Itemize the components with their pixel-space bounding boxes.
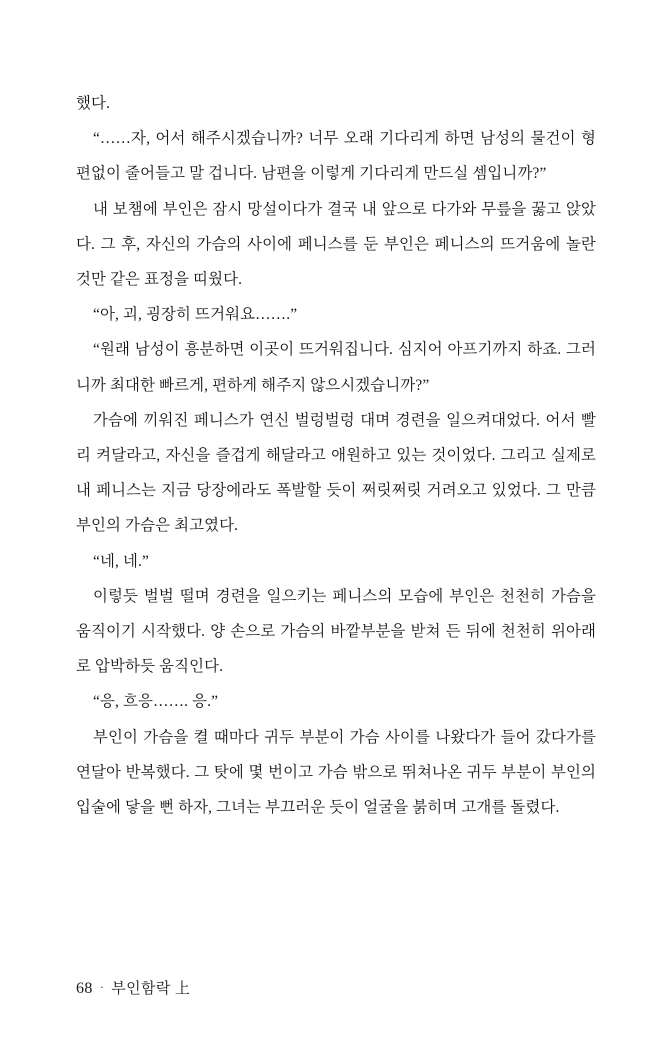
page-body: [76, 86, 596, 825]
footer-separator: ·: [99, 980, 105, 994]
paragraph: “아, 괴, 굉장히 뜨거워요…….”: [93, 306, 298, 324]
page-number: 68: [76, 980, 93, 997]
paragraph: “원래 남성이 흥분하면 이곳이 뜨거워집니다. 심지어 아프기까지 하죠. 그러니까 최대한 빠르게, 편하게 해주지 않으시겠습니까?”: [76, 341, 596, 394]
page-footer: [76, 977, 190, 998]
paragraph: 했다.: [76, 95, 111, 112]
paragraph: 이렇듯 벌벌 떨며 경련을 일으키는 페니스의 모습에 부인은 천천히 가슴을 움직이기 시작했다. 양 손으로 가슴의 바깥부분을 받쳐 든 뒤에 천천히 위아래로 압박하듯 움직인다.: [76, 587, 596, 676]
paragraph: “……자, 어서 해주시겠습니까? 너무 오래 기다리게 하면 남성의 물건이 형편없이 줄어들고 말 겁니다. 남편을 이렇게 기다리게 만드실 셈입니까?”: [76, 130, 596, 183]
paragraph: 가슴에 끼워진 페니스가 연신 벌렁벌렁 대며 경련을 일으켜대었다. 어서 빨리 켜달라고, 자신을 즐겁게 해달라고 애원하고 있는 것이었다. 그리고 실제로 내 페니스는 지금 당장에라도 폭발할 듯이 쩌릿쩌릿 거려오고 있었다. 그 만큼 부인의 가슴은 최고였다.: [76, 411, 596, 535]
paragraph: “응, 흐응……. 응.”: [93, 693, 219, 711]
paragraph: 내 보챔에 부인은 잠시 망설이다가 결국 내 앞으로 다가와 무릎을 꿇고 앉았다. 그 후, 자신의 가슴의 사이에 페니스를 둔 부인은 페니스의 뜨거움에 놀란 것만 같은 표정을 띠웠다.: [76, 200, 596, 289]
paragraph: 부인이 가슴을 켤 때마다 귀두 부분이 가슴 사이를 나왔다가 들어 갔다가를 연달아 반복했다. 그 탓에 몇 번이고 가슴 밖으로 뛰쳐나온 귀두 부분이 부인의 입술에 닿을 뻔 하자, 그녀는 부끄러운 듯이 얼굴을 붉히며 고개를 돌렸다.: [76, 728, 596, 817]
book-title: 부인함락 上: [111, 981, 191, 997]
paragraph: “네, 네.”: [93, 552, 149, 570]
